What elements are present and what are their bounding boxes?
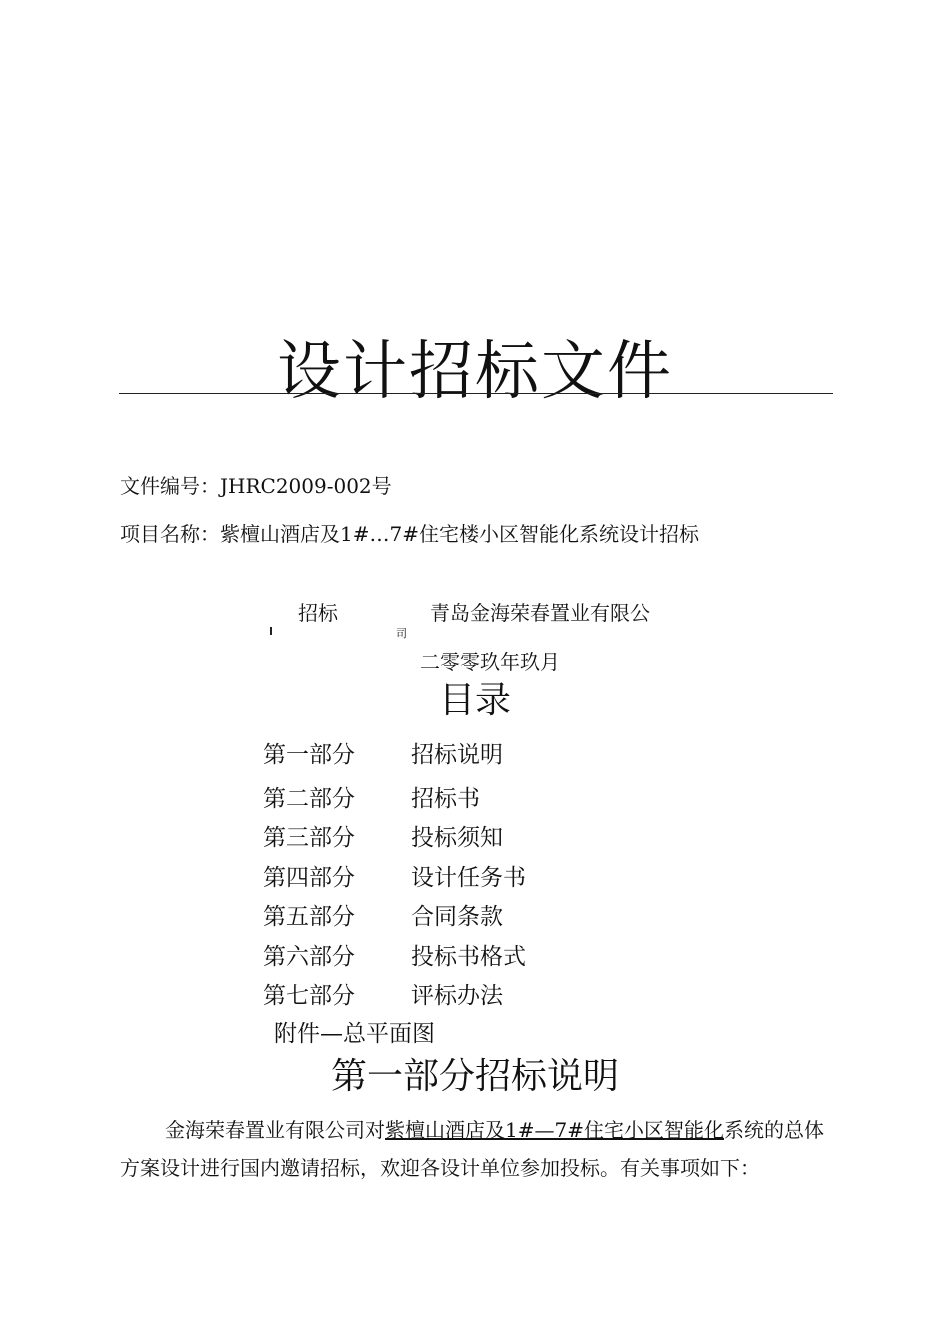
stray-tick-mark — [270, 627, 272, 635]
toc-item-part: 第二部分 — [263, 786, 355, 812]
document-title: 设计招标文件 — [277, 335, 673, 409]
toc-item-name: 评标办法 — [411, 983, 503, 1009]
toc-item-name: 投标书格式 — [411, 944, 526, 970]
toc-item[interactable] — [263, 819, 503, 852]
tender-value: 青岛金海荣春置业有限公 — [430, 601, 650, 625]
toc-item-part: 第六部分 — [263, 944, 355, 970]
project-scope-underlined: 紫檀山酒店及1#—7#住宅小区智能化 — [385, 1118, 724, 1142]
toc-item[interactable] — [263, 898, 503, 931]
toc-item-part: 第三部分 — [263, 825, 355, 851]
project-name: 项目名称：紫檀山酒店及1#…7#住宅楼小区智能化系统设计招标 — [120, 522, 699, 546]
toc-item[interactable] — [263, 736, 503, 769]
toc-item-name: 招标书 — [411, 786, 480, 812]
title-underline — [119, 393, 833, 394]
intro-paragraph — [120, 1111, 832, 1187]
toc-item[interactable] — [263, 977, 503, 1010]
toc-item-part: 第七部分 — [263, 983, 355, 1009]
para-suffix: 系统的总体方案设计进行国内邀请招标，欢迎各设计单位参加投标。有关事项如下： — [120, 1118, 824, 1180]
toc-item[interactable] — [263, 938, 526, 971]
toc-item[interactable] — [263, 859, 526, 892]
toc-item-part: 第五部分 — [263, 904, 355, 930]
issue-date: 二零零玖年玖月 — [420, 650, 560, 674]
para-prefix: 金海荣春置业有限公司对 — [165, 1118, 385, 1142]
toc-item[interactable] — [263, 780, 480, 813]
toc-item-part: 第四部分 — [263, 865, 355, 891]
toc-item-name: 投标须知 — [411, 825, 503, 851]
toc-item-part: 第一部分 — [263, 742, 355, 768]
tender-label: 招标 — [298, 601, 338, 625]
toc-appendix[interactable]: 附件—总平面图 — [274, 1021, 435, 1047]
toc-item-name: 合同条款 — [411, 904, 503, 930]
toc-title: 目录 — [438, 680, 511, 721]
toc-item-name: 招标说明 — [411, 742, 503, 768]
stray-text-fragment: 司 — [396, 627, 407, 640]
section-heading: 第一部分招标说明 — [330, 1056, 619, 1097]
file-number: 文件编号：JHRC2009-002号 — [120, 474, 392, 498]
toc-item-name: 设计任务书 — [411, 865, 526, 891]
